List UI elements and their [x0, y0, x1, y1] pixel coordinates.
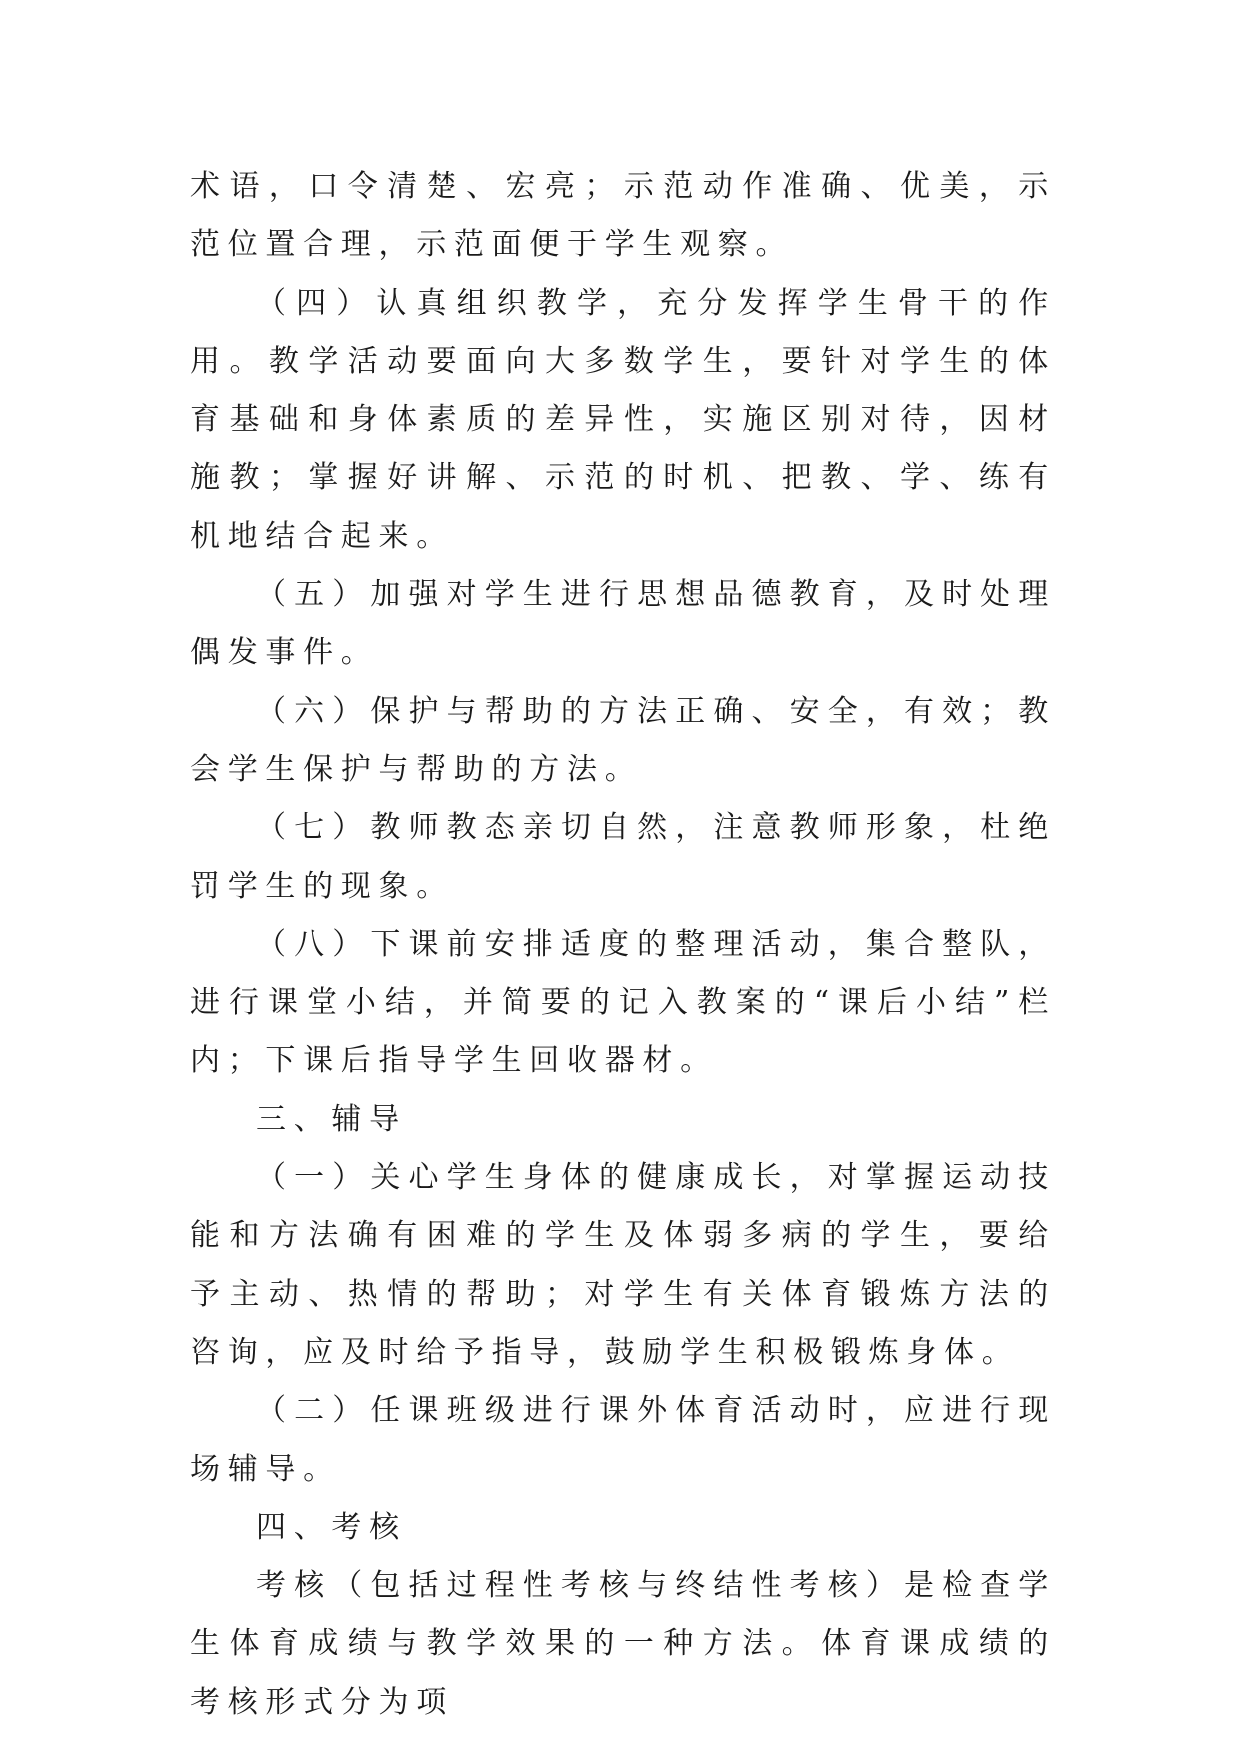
section-heading-assessment: 四、考核	[256, 1509, 407, 1545]
paragraph-assessment-intro: 考核（包括过程性考核与终结性考核）是检查学生体育成绩与教学效果的一种方法。体育课成绩的考核形式分为项	[190, 1568, 1056, 1720]
paragraph-organize-teaching: （四）认真组织教学，充分发挥学生骨干的作用。教学活动要面向大多数学生，要针对学生的体育基础和身体素质的差异性，实施区别对待，因材施教；掌握好讲解、示范的时机、把教、学、练有机地结合起来。	[190, 285, 1056, 554]
paragraph-class-end: （八）下课前安排适度的整理活动，集合整队，进行课堂小结，并简要的记入教案的“课后小结”栏内；下课后指导学生回收器材。	[190, 926, 1056, 1079]
paragraph-teacher-manner: （七）教师教态亲切自然，注意教师形象，杜绝罚学生的现象。	[190, 810, 1056, 904]
document-page	[190, 158, 1056, 1732]
section-heading-tutoring: 三、辅导	[256, 1101, 407, 1137]
paragraph-care-students: （一）关心学生身体的健康成长，对掌握运动技能和方法确有困难的学生及体弱多病的学生，要给予主动、热情的帮助；对学生有关体育锻炼方法的咨询，应及时给予指导，鼓励学生积极锻炼身体。	[190, 1160, 1056, 1370]
paragraph-protection-help: （六）保护与帮助的方法正确、安全，有效；教会学生保护与帮助的方法。	[190, 693, 1056, 787]
paragraph-moral-education: （五）加强对学生进行思想品德教育，及时处理偶发事件。	[190, 577, 1056, 671]
paragraph-demonstration-terms: 术语，口令清楚、宏亮；示范动作准确、优美，示范位置合理，示范面便于学生观察。	[190, 169, 1056, 263]
paragraph-extracurricular: （二）任课班级进行课外体育活动时，应进行现场辅导。	[190, 1393, 1056, 1487]
